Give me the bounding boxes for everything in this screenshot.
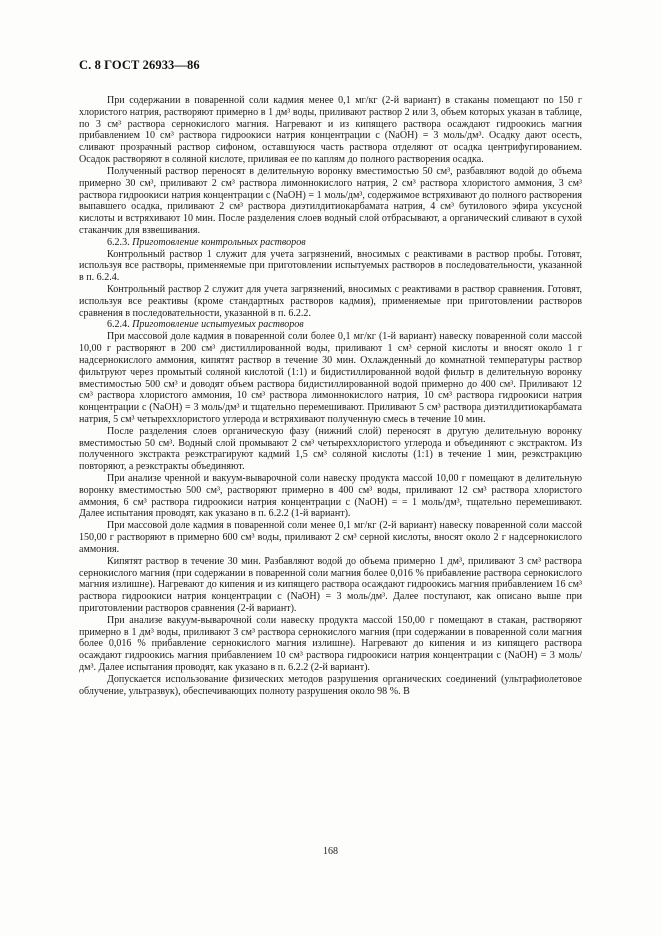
subsection-heading (79, 237, 582, 249)
paragraph: При содержании в поваренной соли кадмия менее 0,1 мг/кг (2-й вариант) в стаканы помещают по 150 г хлористого натрия, растворяют примерно в 1 дм³ воды, приливают раствор 2 или 3, объем которых указан в таблице, по 3 см³ раствора сернокислого магния. Нагревают и из кипящего раствора осаждают гидроокись магния прибавлением 10 см³ раствора гидроокиси натрия концентрации c (NaOH) = 3 моль/дм³. Осадку дают осесть, сливают прозрачный раствор сифоном, оставшуюся часть раствора отделяют от осадка центрифугированием. Осадок растворяют в соляной кислоте, приливая ее по каплям до полного растворения осадка. (79, 95, 582, 166)
body-text (79, 95, 582, 697)
paragraph: При анализе вакуум-выварочной соли навеску продукта массой 150,00 г помещают в стакан, растворяют примерно в 1 дм³ воды, приливают 3 см³ раствора сернокислого магния (при содержании в поваренной соли магния более 0,016 % прибавление сернокислого магния излишне). Нагревают до кипения и из кипящего раствора осаждают гидроокись магния прибавлением 10 см³ раствора гидроокиси натрия концентрации c (NaOH) = 3 моль/дм³. Далее испытания проводят, как указано в п. 6.2.2 (2-й вариант). (79, 614, 582, 673)
subsection-number: 6.2.4. (107, 319, 133, 331)
paragraph: После разделения слоев органическую фазу (нижний слой) переносят в другую делительную воронку вместимостью 50 см³. Водный слой промывают 2 см³ четыреххлористого углерода и объединяют с экстрактом. Из полученного экстракта реэкстрагируют кадмий 1,5 см³ соляной кислоты (1:1) в течение 1 мин, реэкстракцию повторяют, а реэкстракты объединяют. (79, 425, 582, 473)
paragraph: Контрольный раствор 1 служит для учета загрязнений, вносимых с реактивами в раствор пробы. Готовят, используя все растворы, применяемые при приготовлении испытуемых растворов в последовательности, указанной в п. 6.2.4. (79, 248, 582, 284)
subsection-number: 6.2.3. (107, 236, 133, 248)
paragraph: Кипятят раствор в течение 30 мин. Разбавляют водой до объема примерно 1 дм³, приливают 3 см³ раствора сернокислого магния (при содержании в поваренной соли магния более 0,016 % прибавление раствора сернокислого магния излишне). Нагревают до кипения и из кипящего раствора осаждают гидроокись магния прибавлением 16 см³ раствора гидроокиси натрия концентрации c (NaOH) = 3 моль/дм³. Далее поступают, как описано выше при приготовлении растворов сравнения (2-й вариант). (79, 555, 582, 614)
paragraph: При массовой доле кадмия в поваренной соли более 0,1 мг/кг (1-й вариант) навеску поваренной соли массой 10,00 г растворяют в 200 см³ дистиллированной воды, приливают 1 см³ серной кислоты и вносят около 1 г надсернокислого аммония, кипятят раствор в течение 30 мин. Охлажденный до комнатной температуры раствор фильтруют через промытый соляной кислотой (1:1) и бидистиллированной водой фильтр в делительную воронку вместимостью 500 см³ и доводят объем раствора бидистиллированной водой примерно до 400 см³. Приливают 12 см³ раствора хлористого аммония, 10 см³ раствора лимоннокислого натрия, 10 см³ раствора гидроокиси натрия концентрации c (NaOH) = 3 моль/дм³ и тщательно перемешивают. Приливают 5 см³ раствора диэтилдитиокарбамата натрия, 5 см³ четыреххлористого углерода и встряхивают полученную смесь в течение 10 мин. (79, 331, 582, 425)
subsection-heading (79, 319, 582, 331)
page-header: С. 8 ГОСТ 26933—86 (79, 58, 200, 72)
paragraph: При массовой доле кадмия в поваренной соли менее 0,1 мг/кг (2-й вариант) навеску поваренной соли массой 150,00 г растворяют в примерно 600 см³ воды, приливают 2 см³ серной кислоты, вносят около 2 г надсернокислого аммония. (79, 520, 582, 555)
page-number: 168 (323, 846, 338, 857)
paragraph: Контрольный раствор 2 служит для учета загрязнений, вносимых с реактивами в раствор сравнения. Готовят, используя все реактивы (кроме стандартных растворов кадмия), применяемые при приготовлении растворов сравнения в последовательности, указанной в п. 6.2.2. (79, 284, 582, 319)
paragraph: Допускается использование физических методов разрушения органических соединений (ультрафиолетовое облучение, ультразвук), обеспечивающих полноту разрушения около 98 %. В (79, 673, 582, 697)
subsection-title: Приготовление испытуемых растворов (132, 319, 304, 331)
paragraph: При анализе чренной и вакуум-выварочной соли навеску продукта массой 10,00 г помещают в делительную воронку вместимостью 500 см³, растворяют примерно в 400 см³ воды, приливают 12 см³ раствора хлористого аммония, 6 см³ раствора гидроокиси натрия концентрации c (NaOH) = = 1 моль/дм³, тщательно перемешивают. Далее испытания проводят, как указано в п. 6.2.2 (1-й вариант). (79, 473, 582, 520)
subsection-title: Приготовление контрольных растворов (132, 236, 306, 248)
paragraph: Полученный раствор переносят в делительную воронку вместимостью 50 см³, разбавляют водой до объема примерно 30 см³, приливают 2 см³ раствора лимоннокислого натрия, 2 см³ раствора хлористого аммония, 3 см³ раствора гидроокиси натрия концентрации c (NaOH) = 1 моль/дм³, содержимое встряхивают до полного растворения выпавшего осадка, приливают 2 см³ раствора диэтилдитиокарбамата натрия, 4 см³ бутилового эфира уксусной кислоты и встряхивают 10 мин. После разделения слоев водный слой отбрасывают, а органический сливают в сухой стаканчик для взвешивания. (79, 165, 582, 236)
